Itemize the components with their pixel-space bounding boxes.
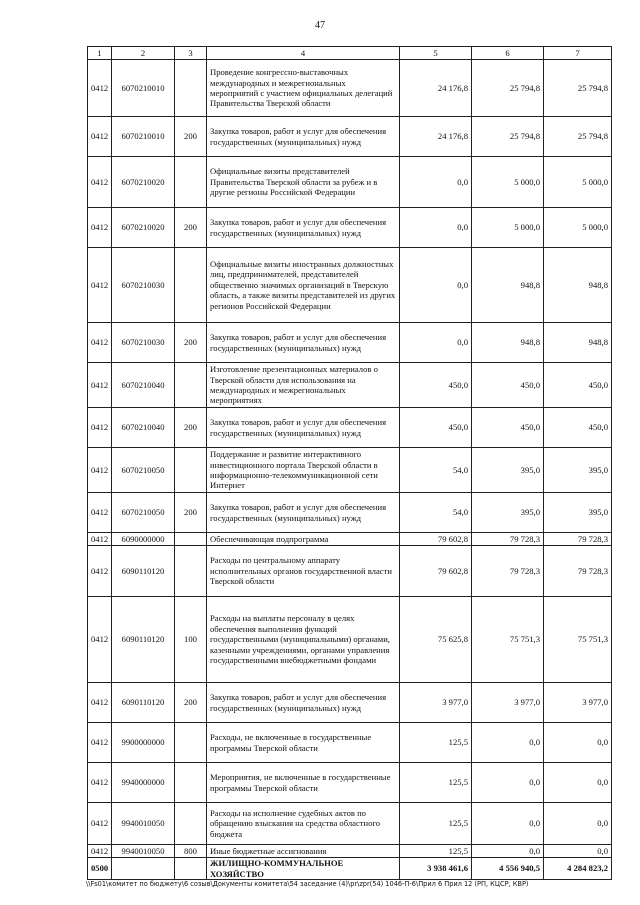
- header-cell: 6: [472, 47, 544, 60]
- amount-col6: 79 728,3: [472, 546, 544, 597]
- target-article-code: 9940010050: [112, 845, 175, 858]
- amount-col6: 450,0: [472, 408, 544, 448]
- target-article-code: 9940000000: [112, 763, 175, 803]
- header-cell: 5: [400, 47, 472, 60]
- target-article-code: 9940010050: [112, 803, 175, 845]
- expense-type-code: [175, 448, 207, 493]
- expense-type-code: 200: [175, 323, 207, 363]
- section-code: 0412: [88, 60, 112, 117]
- expense-type-code: [175, 157, 207, 208]
- section-code: 0412: [88, 408, 112, 448]
- table-row: [88, 845, 612, 858]
- target-article-code: 6090000000: [112, 533, 175, 546]
- amount-col7: 948,8: [544, 323, 612, 363]
- target-article-code: 6070210030: [112, 323, 175, 363]
- amount-col7: 4 284 823,2: [544, 858, 612, 880]
- page-number: 47: [315, 20, 325, 31]
- amount-col5: 450,0: [400, 408, 472, 448]
- amount-col5: 0,0: [400, 157, 472, 208]
- section-code: 0412: [88, 597, 112, 683]
- expense-type-code: [175, 546, 207, 597]
- footer-file-path: \\Fs01\комитет по бюджету\6 созыв\Документы комитета\54 заседание (4)\pr\zpr(54) 1046-П-6\Прил 6 Прил 12 (РП, КЦСР, КВР): [86, 880, 529, 888]
- table-row: [88, 117, 612, 157]
- amount-col6: 0,0: [472, 763, 544, 803]
- table-row: [88, 858, 612, 880]
- expense-type-code: [175, 248, 207, 323]
- amount-col6: 5 000,0: [472, 208, 544, 248]
- section-code: 0412: [88, 845, 112, 858]
- amount-col6: 395,0: [472, 493, 544, 533]
- amount-col7: 79 728,3: [544, 546, 612, 597]
- target-article-code: 6070210020: [112, 208, 175, 248]
- target-article-code: 6090110120: [112, 546, 175, 597]
- section-code: 0412: [88, 683, 112, 723]
- amount-col5: 24 176,8: [400, 60, 472, 117]
- target-article-code: [112, 858, 175, 880]
- amount-col5: 0,0: [400, 323, 472, 363]
- table-row: [88, 408, 612, 448]
- table-row: [88, 546, 612, 597]
- table-row: [88, 208, 612, 248]
- item-name: Закупка товаров, работ и услуг для обеспечения государственных (муниципальных) нужд: [207, 323, 400, 363]
- amount-col6: 0,0: [472, 845, 544, 858]
- item-name: Расходы на исполнение судебных актов по обращению взыскания на средства областного бюджета: [207, 803, 400, 845]
- expense-type-code: [175, 60, 207, 117]
- section-code: 0412: [88, 493, 112, 533]
- header-cell: 1: [88, 47, 112, 60]
- section-code: 0412: [88, 448, 112, 493]
- amount-col5: 0,0: [400, 248, 472, 323]
- table-row: [88, 157, 612, 208]
- target-article-code: 6090110120: [112, 597, 175, 683]
- item-name: Закупка товаров, работ и услуг для обеспечения государственных (муниципальных) нужд: [207, 683, 400, 723]
- header-cell: 4: [207, 47, 400, 60]
- expense-type-code: 800: [175, 845, 207, 858]
- section-code: 0412: [88, 546, 112, 597]
- target-article-code: 6070210050: [112, 448, 175, 493]
- section-code: 0500: [88, 858, 112, 880]
- item-name: Официальные визиты иностранных должностных лиц, предпринимателей, представителей общественно значимых организаций в Тверскую область, а также визиты представителей из других регионов Российской Федерации: [207, 248, 400, 323]
- table-row: [88, 248, 612, 323]
- section-code: 0412: [88, 533, 112, 546]
- amount-col5: 54,0: [400, 448, 472, 493]
- target-article-code: 6070210030: [112, 248, 175, 323]
- table-row: [88, 597, 612, 683]
- amount-col7: 0,0: [544, 723, 612, 763]
- header-row: [88, 47, 612, 60]
- item-name: Мероприятия, не включенные в государственные программы Тверской области: [207, 763, 400, 803]
- target-article-code: 9900000000: [112, 723, 175, 763]
- amount-col5: 3 977,0: [400, 683, 472, 723]
- item-name: ЖИЛИЩНО-КОММУНАЛЬНОЕ ХОЗЯЙСТВО: [207, 858, 400, 880]
- section-code: 0412: [88, 157, 112, 208]
- item-name: Закупка товаров, работ и услуг для обеспечения государственных (муниципальных) нужд: [207, 493, 400, 533]
- expense-type-code: 100: [175, 597, 207, 683]
- expense-type-code: 200: [175, 408, 207, 448]
- amount-col6: 948,8: [472, 323, 544, 363]
- amount-col5: 79 602,8: [400, 546, 472, 597]
- item-name: Закупка товаров, работ и услуг для обеспечения государственных (муниципальных) нужд: [207, 408, 400, 448]
- amount-col6: 948,8: [472, 248, 544, 323]
- target-article-code: 6070210010: [112, 117, 175, 157]
- expense-type-code: 200: [175, 208, 207, 248]
- item-name: Изготовление презентационных материалов о Тверской области для использования на международных и межрегиональных мероприятиях: [207, 363, 400, 408]
- table-row: [88, 763, 612, 803]
- table-body: [88, 47, 612, 880]
- amount-col6: 25 794,8: [472, 60, 544, 117]
- amount-col5: 450,0: [400, 363, 472, 408]
- item-name: Обеспечивающая подпрограмма: [207, 533, 400, 546]
- amount-col5: 125,5: [400, 723, 472, 763]
- amount-col6: 395,0: [472, 448, 544, 493]
- item-name: Расходы, не включенные в государственные программы Тверской области: [207, 723, 400, 763]
- section-code: 0412: [88, 803, 112, 845]
- table-row: [88, 493, 612, 533]
- section-code: 0412: [88, 363, 112, 408]
- amount-col7: 79 728,3: [544, 533, 612, 546]
- amount-col7: 75 751,3: [544, 597, 612, 683]
- header-cell: 2: [112, 47, 175, 60]
- expense-type-code: 200: [175, 493, 207, 533]
- amount-col5: 54,0: [400, 493, 472, 533]
- section-code: 0412: [88, 763, 112, 803]
- amount-col5: 0,0: [400, 208, 472, 248]
- item-name: Официальные визиты представителей Правительства Тверской области за рубеж и в другие регионы Российской Федерации: [207, 157, 400, 208]
- table-row: [88, 448, 612, 493]
- amount-col6: 5 000,0: [472, 157, 544, 208]
- amount-col6: 0,0: [472, 723, 544, 763]
- table-row: [88, 323, 612, 363]
- target-article-code: 6070210050: [112, 493, 175, 533]
- table-row: [88, 533, 612, 546]
- item-name: Расходы по центральному аппарату исполнительных органов государственной власти Тверской области: [207, 546, 400, 597]
- amount-col5: 3 938 461,6: [400, 858, 472, 880]
- expense-type-code: 200: [175, 117, 207, 157]
- amount-col7: 0,0: [544, 803, 612, 845]
- section-code: 0412: [88, 723, 112, 763]
- amount-col5: 125,5: [400, 763, 472, 803]
- amount-col5: 75 625,8: [400, 597, 472, 683]
- item-name: Расходы на выплаты персоналу в целях обеспечения выполнения функций государственными (муниципальными) органами, казенными учреждениями, органами управления государственными внебюджетными фондами: [207, 597, 400, 683]
- section-code: 0412: [88, 117, 112, 157]
- amount-col7: 450,0: [544, 363, 612, 408]
- target-article-code: 6070210040: [112, 408, 175, 448]
- amount-col6: 0,0: [472, 803, 544, 845]
- amount-col6: 450,0: [472, 363, 544, 408]
- expense-type-code: [175, 858, 207, 880]
- expense-type-code: [175, 803, 207, 845]
- amount-col5: 79 602,8: [400, 533, 472, 546]
- target-article-code: 6070210020: [112, 157, 175, 208]
- item-name: Иные бюджетные ассигнования: [207, 845, 400, 858]
- amount-col6: 75 751,3: [472, 597, 544, 683]
- amount-col5: 24 176,8: [400, 117, 472, 157]
- table-row: [88, 60, 612, 117]
- amount-col5: 125,5: [400, 803, 472, 845]
- amount-col7: 450,0: [544, 408, 612, 448]
- section-code: 0412: [88, 208, 112, 248]
- amount-col7: 0,0: [544, 845, 612, 858]
- table-row: [88, 803, 612, 845]
- amount-col7: 5 000,0: [544, 157, 612, 208]
- item-name: Проведение конгрессно-выставочных международных и межрегиональных мероприятий с участием официальных делегаций Правительства Тверской области: [207, 60, 400, 117]
- target-article-code: 6070210040: [112, 363, 175, 408]
- budget-table: [87, 46, 612, 880]
- amount-col7: 5 000,0: [544, 208, 612, 248]
- amount-col6: 25 794,8: [472, 117, 544, 157]
- amount-col7: 948,8: [544, 248, 612, 323]
- header-cell: 3: [175, 47, 207, 60]
- amount-col6: 79 728,3: [472, 533, 544, 546]
- amount-col7: 0,0: [544, 763, 612, 803]
- amount-col7: 25 794,8: [544, 60, 612, 117]
- table-row: [88, 723, 612, 763]
- expense-type-code: 200: [175, 683, 207, 723]
- expense-type-code: [175, 723, 207, 763]
- table-row: [88, 363, 612, 408]
- amount-col7: 395,0: [544, 448, 612, 493]
- item-name: Закупка товаров, работ и услуг для обеспечения государственных (муниципальных) нужд: [207, 117, 400, 157]
- item-name: Закупка товаров, работ и услуг для обеспечения государственных (муниципальных) нужд: [207, 208, 400, 248]
- amount-col7: 25 794,8: [544, 117, 612, 157]
- amount-col6: 4 556 940,5: [472, 858, 544, 880]
- amount-col7: 395,0: [544, 493, 612, 533]
- expense-type-code: [175, 763, 207, 803]
- amount-col5: 125,5: [400, 845, 472, 858]
- expense-type-code: [175, 363, 207, 408]
- header-cell: 7: [544, 47, 612, 60]
- item-name: Поддержание и развитие интерактивного инвестиционного портала Тверской области в информационно-телекоммуникационной сети Интернет: [207, 448, 400, 493]
- target-article-code: 6090110120: [112, 683, 175, 723]
- section-code: 0412: [88, 323, 112, 363]
- table-row: [88, 683, 612, 723]
- amount-col6: 3 977,0: [472, 683, 544, 723]
- target-article-code: 6070210010: [112, 60, 175, 117]
- expense-type-code: [175, 533, 207, 546]
- amount-col7: 3 977,0: [544, 683, 612, 723]
- section-code: 0412: [88, 248, 112, 323]
